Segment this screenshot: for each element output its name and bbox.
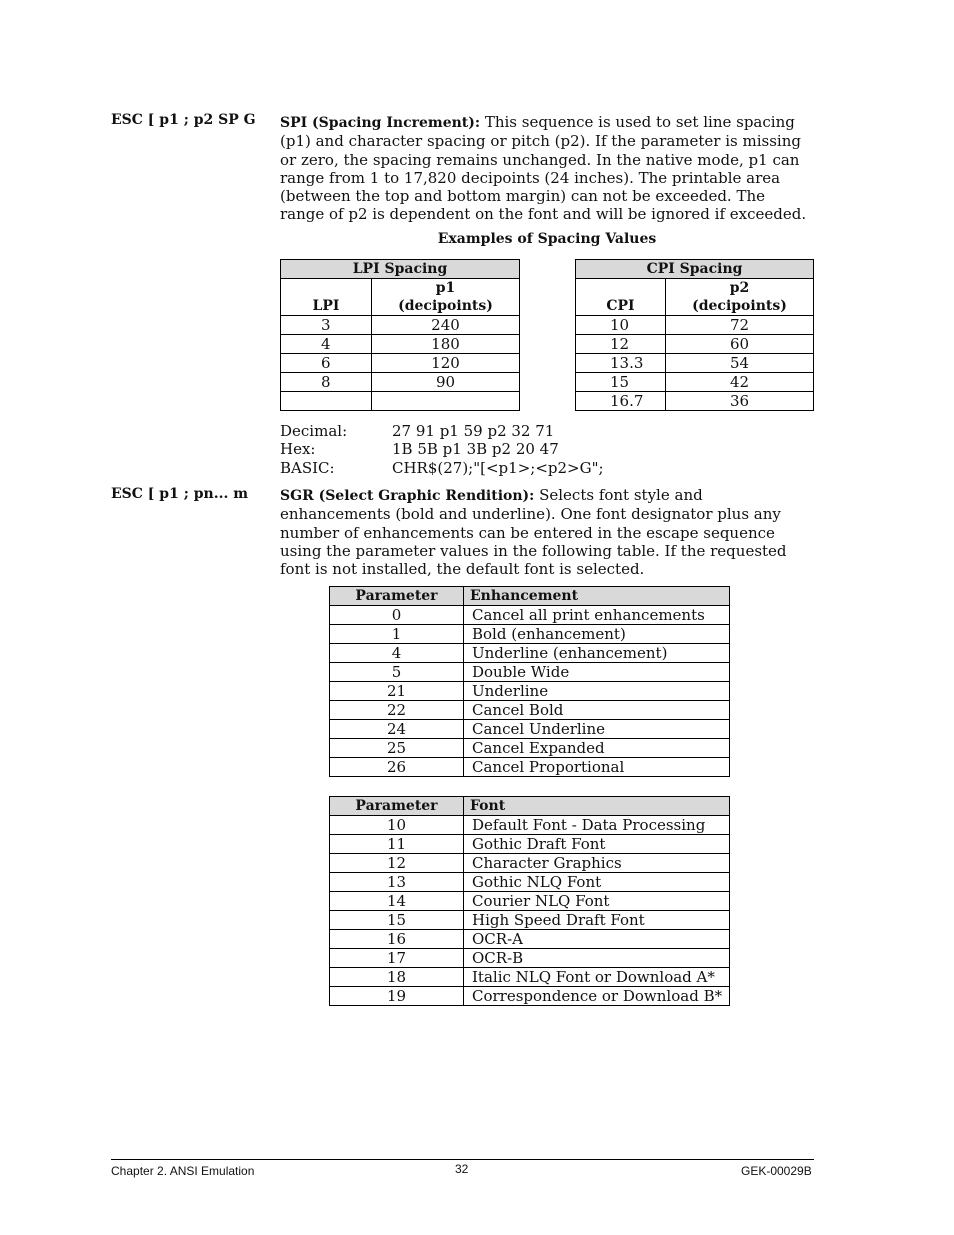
examples-caption: Examples of Spacing Values [437,231,657,247]
footer-page-number: 32 [455,1162,469,1176]
table-row [330,720,730,739]
table-cell: 10 [330,816,464,835]
table-cell: 11 [330,835,464,854]
table-cell: 22 [330,701,464,720]
table-row [330,663,730,682]
table-cell: 18 [330,968,464,987]
table-cell: 90 [372,373,520,392]
table-row [281,335,520,354]
table-cell: Character Graphics [464,854,730,873]
enhancement-table [329,586,730,777]
table-cell: Cancel Proportional [464,758,730,777]
table-cell [372,392,520,411]
table-row [330,816,730,835]
table-cell: 12 [330,854,464,873]
table-row [330,949,730,968]
table-cell: 21 [330,682,464,701]
spi-text: This sequence is used to set line spacing (p1) and character spacing or pitch (p2). If the parameter is missing or zero, the spacing remains unchanged. In the native mode, p1 can range from 1 to 17,820 decipoints (24 inches). The printable area (between the top and bottom margin) can not be exceeded. The range of p2 is dependent on the font and will be ignored if exceeded. [280,113,807,224]
footer-doc-id: GEK-00029B [741,1164,812,1178]
table-cell: Cancel Bold [464,701,730,720]
table-cell: Correspondence or Download B* [464,987,730,1006]
table-cell: 36 [666,392,814,411]
table-row [330,930,730,949]
table-cell: 120 [372,354,520,373]
table-row [330,625,730,644]
code-line-hex: Hex: 1B 5B p1 3B p2 20 47 [280,440,559,459]
spi-description [280,113,810,224]
table-cell: Cancel Expanded [464,739,730,758]
code-line-decimal: Decimal: 27 91 p1 59 p2 32 71 [280,422,555,440]
table-cell: 240 [372,316,520,335]
font-table [329,796,730,1006]
table-cell: Double Wide [464,663,730,682]
table-cell: 4 [330,644,464,663]
table-row [330,606,730,625]
table-cell: 6 [281,354,372,373]
table-row [330,739,730,758]
table-cell: OCR-A [464,930,730,949]
table-cell: 13 [330,873,464,892]
table-row [281,373,520,392]
footer-chapter: Chapter 2. ANSI Emulation [111,1164,255,1178]
enh-enhancement-header: Enhancement [464,587,730,606]
table-row [330,682,730,701]
font-font-header: Font [464,797,730,816]
table-cell: 1 [330,625,464,644]
cpi-spacing-table [575,259,814,411]
lpi-spacing-table [280,259,520,411]
table-row [281,316,520,335]
table-cell: High Speed Draft Font [464,911,730,930]
table-cell: 14 [330,892,464,911]
font-parameter-header: Parameter [330,797,464,816]
table-row [330,758,730,777]
table-cell: 12 [576,335,666,354]
sgr-command: ESC [ p1 ; pn... m [111,486,249,502]
table-cell: 13.3 [576,354,666,373]
cpi-col-header: CPI [576,279,666,316]
table-row [330,873,730,892]
table-row [330,968,730,987]
table-cell: 24 [330,720,464,739]
table-row [576,354,814,373]
table-cell: Italic NLQ Font or Download A* [464,968,730,987]
table-row [330,854,730,873]
table-cell: OCR-B [464,949,730,968]
sgr-text: Selects font style and enhancements (bold and underline). One font designator plus any number of enhancements can be entered in the escape sequence using the parameter values in the following table. If the requested font is not installed, the default font is selected. [280,486,787,579]
table-cell: 10 [576,316,666,335]
table-cell: 25 [330,739,464,758]
spi-title: SPI (Spacing Increment): [280,115,481,131]
table-cell: 17 [330,949,464,968]
spi-codes [280,422,604,477]
table-cell: 42 [666,373,814,392]
enh-parameter-header: Parameter [330,587,464,606]
table-cell: 60 [666,335,814,354]
table-row [576,373,814,392]
sgr-description [280,486,800,578]
table-cell: 0 [330,606,464,625]
table-cell: Gothic Draft Font [464,835,730,854]
table-row [330,835,730,854]
table-cell: Cancel Underline [464,720,730,739]
table-row [281,354,520,373]
table-row [576,316,814,335]
table-cell: 8 [281,373,372,392]
lpi-col-header: LPI [281,279,372,316]
table-cell: Cancel all print enhancements [464,606,730,625]
table-cell: 3 [281,316,372,335]
table-row [281,392,520,411]
table-row [576,335,814,354]
table-cell: 16 [330,930,464,949]
table-cell: Underline (enhancement) [464,644,730,663]
table-cell: 16.7 [576,392,666,411]
table-cell: Courier NLQ Font [464,892,730,911]
table-cell: 26 [330,758,464,777]
sgr-title: SGR (Select Graphic Rendition): [280,488,535,504]
p1-col-header: p1 (decipoints) [372,279,520,316]
spi-command: ESC [ p1 ; p2 SP G [111,112,256,128]
cpi-table-title: CPI Spacing [576,260,814,279]
table-row [330,644,730,663]
footer-rule [111,1159,814,1160]
table-cell: Default Font - Data Processing [464,816,730,835]
p2-col-header: p2 (decipoints) [666,279,814,316]
table-row [576,392,814,411]
table-cell: 72 [666,316,814,335]
table-cell: Bold (enhancement) [464,625,730,644]
table-row [330,892,730,911]
table-row [330,701,730,720]
table-cell: Underline [464,682,730,701]
table-row [330,987,730,1006]
table-cell: 5 [330,663,464,682]
table-cell: Gothic NLQ Font [464,873,730,892]
table-cell [281,392,372,411]
table-cell: 15 [330,911,464,930]
table-cell: 19 [330,987,464,1006]
table-cell: 4 [281,335,372,354]
lpi-table-title: LPI Spacing [281,260,520,279]
table-cell: 180 [372,335,520,354]
code-line-basic: BASIC: CHR$(27);"[<p1>;<p2>G"; [280,458,604,477]
table-cell: 54 [666,354,814,373]
table-row [330,911,730,930]
table-cell: 15 [576,373,666,392]
